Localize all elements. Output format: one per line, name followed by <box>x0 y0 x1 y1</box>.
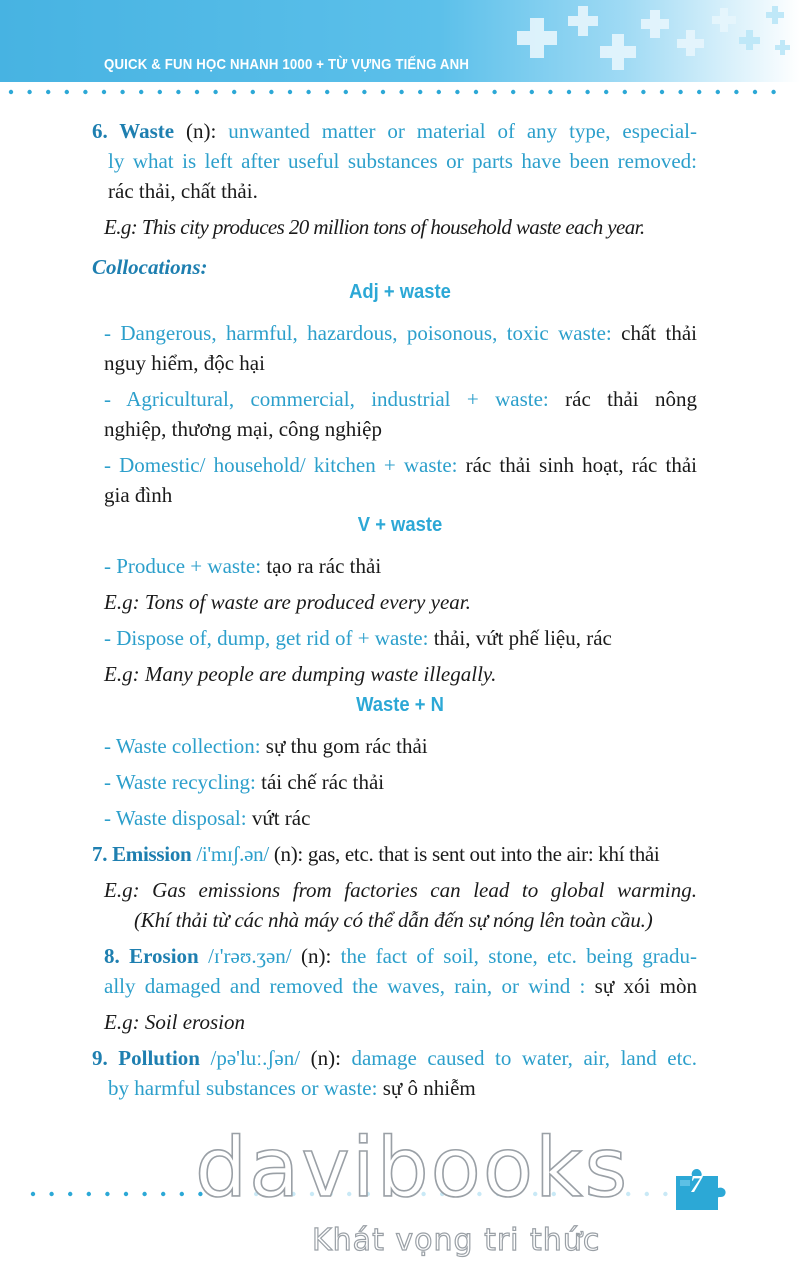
adj-waste-item-2-line-1 <box>104 384 697 414</box>
entry-6-definition-1: unwanted matter or material of any type, especial- <box>228 119 697 143</box>
footer-dot <box>49 1192 53 1196</box>
adj-waste-item-1-vi: chất thải <box>611 321 698 345</box>
footer-dot <box>87 1192 91 1196</box>
adj-waste-item-2-line-2: nghiệp, thương mại, công nghiệp <box>104 417 382 441</box>
header-dot <box>325 90 329 94</box>
header-dot <box>120 90 124 94</box>
entry-7-line <box>92 839 697 869</box>
collocations-label: Collocations: <box>92 255 208 279</box>
v-waste-example-1: E.g: Tons of waste are produced every year. <box>104 590 471 614</box>
header-dot <box>418 90 422 94</box>
page-header <box>0 0 800 86</box>
waste-n-item-1 <box>104 731 428 761</box>
header-dot <box>678 90 682 94</box>
header-dot <box>585 90 589 94</box>
adj-waste-item-3-vi: rác thải sinh hoạt, rác thải <box>457 453 697 477</box>
v-waste-item-1-en: - Produce + waste: <box>104 554 262 578</box>
entry-7-term: 7. Emission <box>92 842 192 866</box>
header-dot <box>344 90 348 94</box>
header-dot <box>195 90 199 94</box>
v-waste-item-2 <box>104 623 612 653</box>
v-waste-item-1-vi: tạo ra rác thải <box>261 554 382 578</box>
waste-n-item-3 <box>104 803 310 833</box>
header-dot <box>362 90 366 94</box>
footer-dot <box>105 1192 109 1196</box>
brand-slogan: Khát vọng tri thức <box>312 1223 601 1258</box>
footer-dot <box>31 1192 35 1196</box>
entry-8-definition-1: the fact of soil, stone, etc. being gradu- <box>340 944 697 968</box>
header-dot <box>27 90 31 94</box>
footer-dot <box>124 1192 128 1196</box>
entry-7-definition: (n): gas, etc. that is sent out into the air: khí thải <box>268 842 660 866</box>
entry-7-example-1: E.g: Gas emissions from factories can lead to global warming. <box>104 878 697 902</box>
header-dot <box>660 90 664 94</box>
v-waste-item-2-en: - Dispose of, dump, get rid of + waste: <box>104 626 429 650</box>
v-waste-item-1 <box>104 551 381 581</box>
waste-n-item-2 <box>104 767 384 797</box>
header-dotted-line <box>8 89 783 95</box>
waste-n-item-3-en: - Waste disposal: <box>104 806 247 830</box>
waste-n-item-2-en: - Waste recycling: <box>104 770 256 794</box>
header-dot <box>437 90 441 94</box>
entry-6-example: E.g: This city produces 20 million tons of household waste each year. <box>104 215 645 239</box>
header-dot <box>530 90 534 94</box>
header-dot <box>9 90 13 94</box>
header-dot <box>474 90 478 94</box>
header-dot <box>46 90 50 94</box>
header-dot <box>65 90 69 94</box>
footer-dot <box>180 1192 184 1196</box>
page-number: 7 <box>690 1172 702 1198</box>
entry-8-pos: (n): <box>291 944 341 968</box>
header-dot <box>251 90 255 94</box>
footer-dot <box>142 1192 146 1196</box>
entry-6-vietnamese: rác thải, chất thải. <box>108 179 258 203</box>
adj-waste-item-3-line-1 <box>104 450 697 480</box>
entry-9-line-2 <box>108 1073 476 1103</box>
entry-7-example-2: (Khí thải từ các nhà máy có thể dẫn đến sự nóng lên toàn cầu.) <box>134 908 653 932</box>
entry-9-definition-2: by harmful substances or waste: <box>108 1076 378 1100</box>
header-dot <box>548 90 552 94</box>
header-dot <box>306 90 310 94</box>
entry-9-line-1 <box>92 1043 697 1073</box>
v-waste-item-2-vi: thải, vứt phế liệu, rác <box>428 626 612 650</box>
header-dot <box>771 90 775 94</box>
header-dot <box>102 90 106 94</box>
entry-6-pos: (n): <box>174 119 229 143</box>
header-dot <box>288 90 292 94</box>
footer-dot <box>161 1192 165 1196</box>
entry-8-line-2 <box>104 971 697 1001</box>
entry-9-term: 9. Pollution <box>92 1046 200 1070</box>
adj-waste-item-1-line-2: nguy hiểm, độc hại <box>104 351 265 375</box>
entry-6-line-1 <box>92 116 697 146</box>
header-dot <box>455 90 459 94</box>
entry-9-vietnamese: sự ô nhiễm <box>377 1076 476 1100</box>
footer-dot <box>663 1192 667 1196</box>
entry-6-term: 6. Waste <box>92 119 175 143</box>
header-dot <box>232 90 236 94</box>
header-dot <box>399 90 403 94</box>
entry-8-ipa: /ɪ'rəʊ.ʒən/ <box>198 944 292 968</box>
adj-waste-item-2-vi: rác thải nông <box>548 387 698 411</box>
brand-logo-text: davibooks <box>195 1121 630 1216</box>
section-heading-waste-n: Waste + N <box>356 694 444 716</box>
header-dot <box>734 90 738 94</box>
adj-waste-item-1-en: - Dangerous, harmful, hazardous, poisonous, toxic waste: <box>104 321 612 345</box>
header-dot <box>511 90 515 94</box>
header-dot <box>753 90 757 94</box>
section-heading-v-waste: V + waste <box>357 514 443 536</box>
header-dot <box>176 90 180 94</box>
v-waste-example-2: E.g: Many people are dumping waste illegally. <box>104 662 497 686</box>
header-dot <box>213 90 217 94</box>
waste-n-item-3-vi: vứt rác <box>246 806 311 830</box>
adj-waste-item-1-line-1 <box>104 318 697 348</box>
entry-8-term: 8. Erosion <box>104 944 199 968</box>
header-dot <box>158 90 162 94</box>
entry-7-ipa: /i'mɪʃ.ən/ <box>191 842 269 866</box>
header-dot <box>492 90 496 94</box>
entry-6-line-2 <box>108 146 697 176</box>
adj-waste-item-3-en: - Domestic/ household/ kitchen + waste: <box>104 453 458 477</box>
header-dot <box>604 90 608 94</box>
header-dot <box>697 90 701 94</box>
header-dot <box>623 90 627 94</box>
footer-dot <box>645 1192 649 1196</box>
entry-8-definition-2: ally damaged and removed the waves, rain, or wind : <box>104 974 586 998</box>
waste-n-item-1-en: - Waste collection: <box>104 734 261 758</box>
adj-waste-item-3-line-2: gia đình <box>104 483 173 507</box>
entry-6-definition-2: ly what is left after useful substances or parts have been removed: <box>108 149 697 173</box>
waste-n-item-1-vi: sự thu gom rác thải <box>260 734 428 758</box>
section-heading-adj-waste: Adj + waste <box>349 281 451 303</box>
entry-9-ipa: /pə'luː.ʃən/ <box>199 1046 301 1070</box>
entry-9-definition-1: damage caused to water, air, land etc. <box>351 1046 697 1070</box>
header-dot <box>641 90 645 94</box>
waste-n-item-2-vi: tái chế rác thải <box>255 770 385 794</box>
header-dot <box>83 90 87 94</box>
header-title: QUICK & FUN HỌC NHANH 1000 + TỪ VỰNG TIẾNG ANH <box>104 56 470 73</box>
entry-8-vietnamese: sự xói mòn <box>585 974 697 998</box>
entry-9-pos: (n): <box>300 1046 352 1070</box>
header-dot <box>139 90 143 94</box>
entry-8-example: E.g: Soil erosion <box>104 1010 245 1034</box>
plus-pattern-decoration <box>500 0 800 86</box>
header-dot <box>381 90 385 94</box>
header-dot <box>716 90 720 94</box>
header-dot <box>567 90 571 94</box>
header-dot <box>269 90 273 94</box>
footer-dot <box>68 1192 72 1196</box>
entry-8-line-1 <box>104 941 697 971</box>
adj-waste-item-2-en: - Agricultural, commercial, industrial + waste: <box>104 387 549 411</box>
